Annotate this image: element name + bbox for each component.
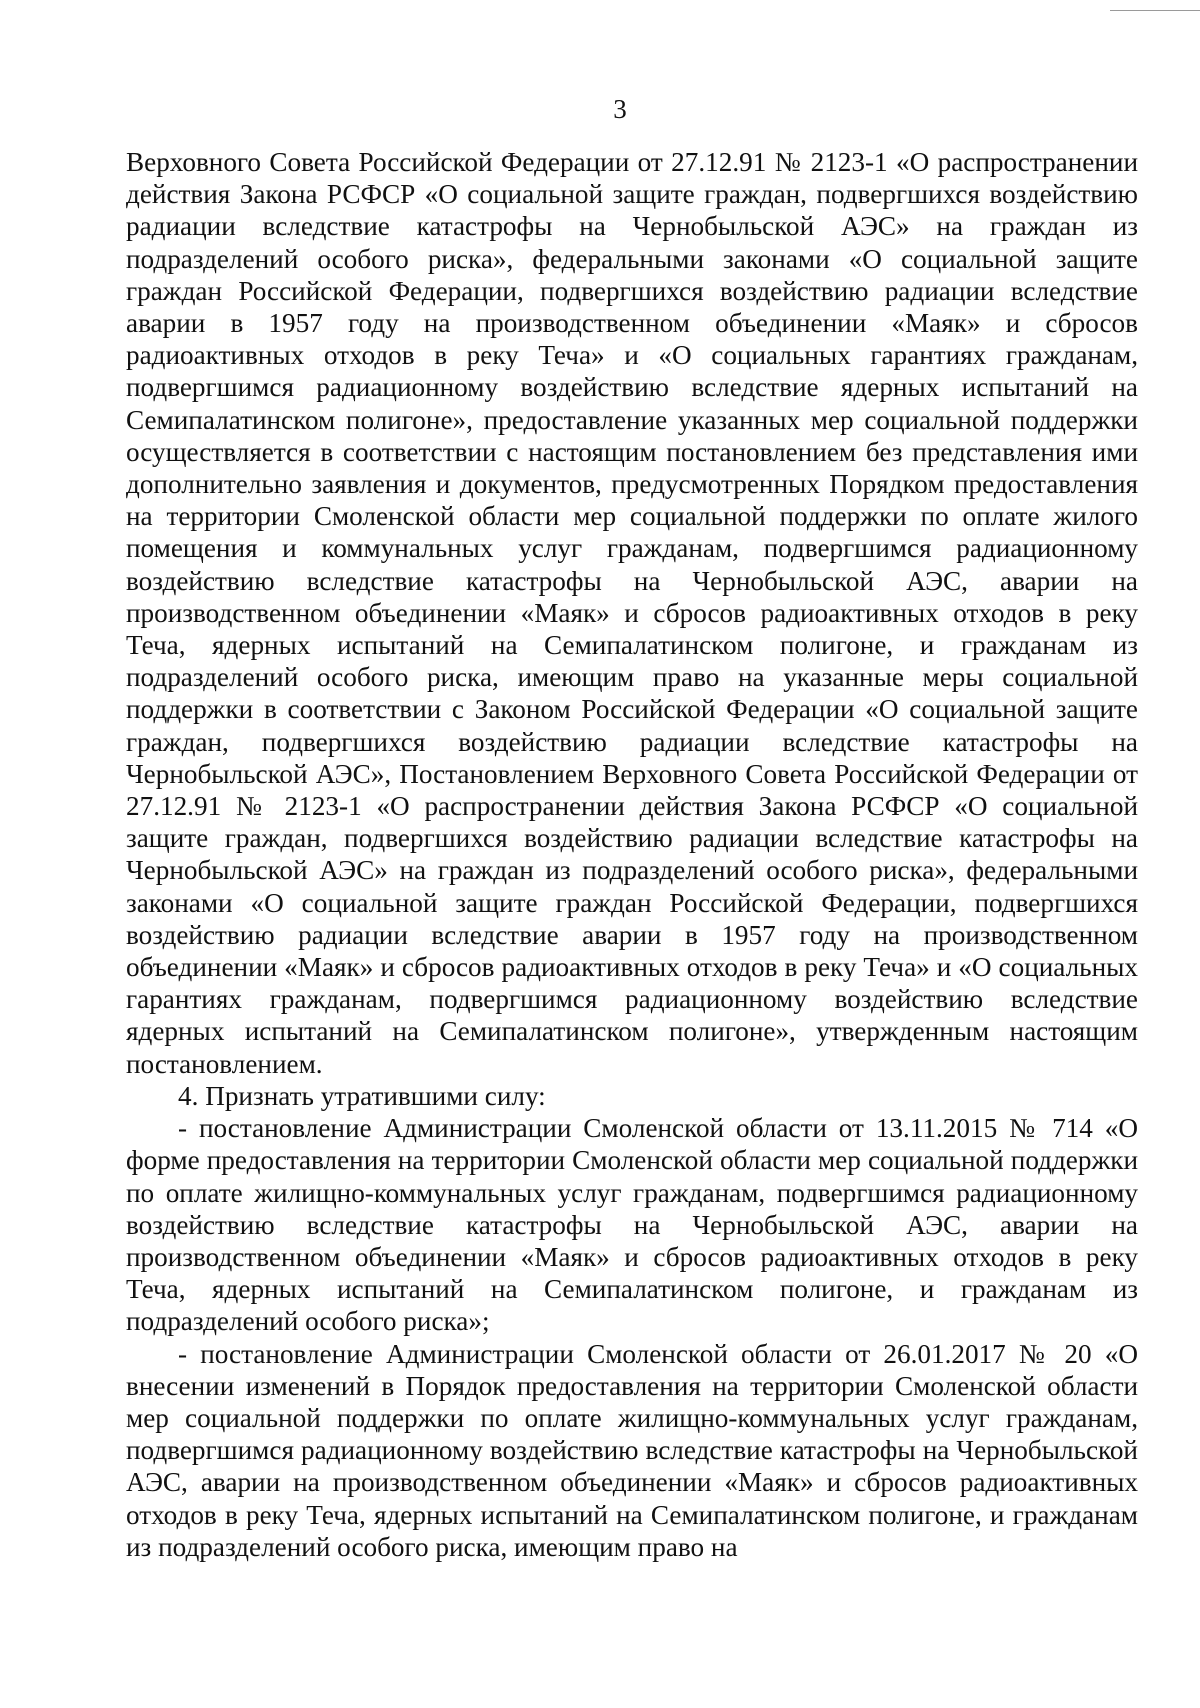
page-number: 3: [613, 94, 627, 124]
paragraph-continuation: Верховного Совета Российской Федерации от 27.12.91 № 2123-1 «О распространении действия Закона РСФСР «О социальной защите граждан, подвергшихся воздействию радиации вследствие катастрофы на Чернобыльской АЭС» на граждан из подразделений особого риска», федеральными законами «О социальной защите граждан Российской Федерации, подвергшихся воздействию радиации вследствие аварии в 1957 году на производственном объединении «Маяк» и сбросов радиоактивных отходов в реку Теча» и «О социальных гарантиях гражданам, подвергшимся радиационному воздействию вследствие ядерных испытаний на Семипалатинском полигоне», предоставление указанных мер социальной поддержки осуществляется в соответствии с настоящим постановлением без представления ими дополнительно заявления и документов, предусмотренных Порядком предоставления на территории Смоленской области мер социальной поддержки по оплате жилого помещения и коммунальных услуг гражданам, подвергшимся радиационному воздействию вследствие катастрофы на Чернобыльской АЭС, аварии на производственном объединении «Маяк» и сбросов радиоактивных отходов в реку Теча, ядерных испытаний на Семипалатинском полигоне, и гражданам из подразделений особого риска, имеющим право на указанные меры социальной поддержки в соответствии с Законом Российской Федерации «О социальной защите граждан, подвергшихся воздействию радиации вследствие катастрофы на Чернобыльской АЭС», Постановлением Верховного Совета Российской Федерации от 27.12.91 № 2123-1 «О распространении действия Закона РСФСР «О социальной защите граждан, подвергшихся воздействию радиации вследствие катастрофы на Чернобыльской АЭС» на граждан из подразделений особого риска», федеральными законами «О социальной защите граждан Российской Федерации, подвергшихся воздействию радиации вследствие аварии в 1957 году на производственном объединении «Маяк» и сбросов радиоактивных отходов в реку Теча» и «О социальных гарантиях гражданам, подвергшимся радиационному воздействию вследствие ядерных испытаний на Семипалатинском полигоне», утвержденным настоящим постановлением.: [126, 147, 1138, 1079]
scan-edge-line: [1110, 10, 1200, 11]
document-body: [126, 146, 1138, 1563]
paragraph-repealed-20: - постановление Администрации Смоленской области от 26.01.2017 № 20 «О внесении изменений в Порядок предоставления на территории Смоленской области мер социальной поддержки по оплате жилищно-коммунальных услуг гражданам, подвергшимся радиационному воздействию вследствие катастрофы на Чернобыльской АЭС, аварии на производственном объединении «Маяк» и сбросов радиоактивных отходов в реку Теча, ядерных испытаний на Семипалатинском полигоне, и гражданам из подразделений особого риска, имеющим право на: [126, 1338, 1138, 1562]
paragraph-repealed-714: - постановление Администрации Смоленской области от 13.11.2015 № 714 «О форме предоставления на территории Смоленской области мер социальной поддержки по оплате жилищно-коммунальных услуг гражданам, подвергшимся радиационному воздействию вследствие катастрофы на Чернобыльской АЭС, аварии на производственном объединении «Маяк» и сбросов радиоактивных отходов в реку Теча, ядерных испытаний на Семипалатинском полигоне, и гражданам из подразделений особого риска»;: [126, 1113, 1138, 1337]
paragraph-item-4: 4. Признать утратившими силу:: [178, 1080, 546, 1111]
